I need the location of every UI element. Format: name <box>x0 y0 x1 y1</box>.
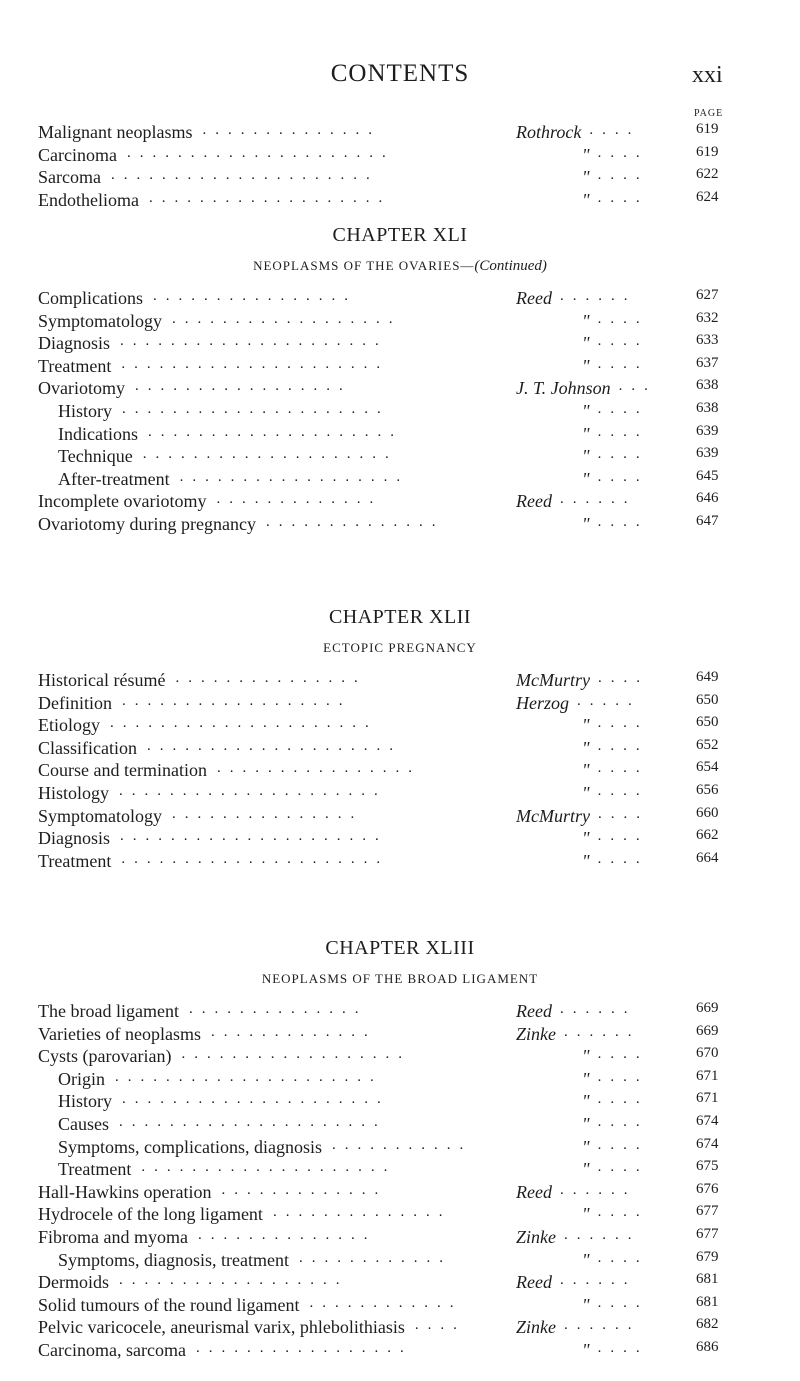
entry-author: " <box>582 401 590 421</box>
entry-title: Sarcoma <box>38 167 101 188</box>
toc-entry <box>0 401 800 424</box>
entry-page-number: 624 <box>696 188 719 205</box>
entry-author: " <box>582 1046 590 1067</box>
entry-author: " <box>582 1091 590 1112</box>
leader-dots: .................. <box>172 310 402 327</box>
entry-author: " <box>582 1249 590 1270</box>
leader-dots: .... <box>597 167 649 184</box>
chapter-subtitle <box>0 258 800 275</box>
entry-title: Treatment <box>38 850 112 871</box>
leader-dots: .................... <box>141 1159 397 1176</box>
leader-dots: ................ <box>216 760 421 777</box>
entry-page-number: 682 <box>696 1316 719 1333</box>
leader-dots: ...... <box>559 491 637 508</box>
leader-dots: .............. <box>202 122 381 138</box>
entry-page-number: 619 <box>696 143 719 160</box>
leader-dots: .... <box>597 1091 649 1108</box>
entry-author: " <box>582 167 590 188</box>
toc-entry <box>0 1227 800 1250</box>
toc-entry <box>0 1182 800 1205</box>
chapter-subtitle <box>0 640 800 656</box>
leader-dots: .... <box>597 144 649 161</box>
entry-author: J. T. Johnson <box>516 378 611 399</box>
leader-dots: ..................... <box>110 715 378 732</box>
entry-author: " <box>582 1136 590 1157</box>
toc-entry <box>0 1069 800 1092</box>
toc-entry <box>0 1340 800 1363</box>
entry-title: Ovariotomy during pregnancy <box>38 514 256 534</box>
chapter-subtitle <box>0 971 800 987</box>
leader-dots: .................... <box>146 737 402 754</box>
leader-dots: .............. <box>188 1001 368 1017</box>
entry-author: McMurtry <box>516 805 590 826</box>
leader-dots: .... <box>597 355 649 372</box>
leader-dots: ..................... <box>126 144 395 161</box>
entry-author: Rothrock <box>516 122 582 142</box>
entry-page-number: 654 <box>696 759 719 776</box>
entry-author: " <box>582 737 590 758</box>
leader-dots: ... <box>618 378 657 395</box>
leader-dots: .... <box>597 423 649 440</box>
toc-entry <box>0 190 800 213</box>
toc-entry <box>0 1137 800 1160</box>
leader-dots: ............. <box>210 1023 377 1040</box>
entry-author: " <box>582 446 590 467</box>
leader-dots: .... <box>597 783 649 799</box>
entry-page-number: 633 <box>696 332 719 349</box>
leader-dots: .... <box>597 1159 649 1176</box>
entry-author: " <box>582 514 590 534</box>
toc-entry <box>0 1295 800 1318</box>
leader-dots: .................. <box>122 692 352 709</box>
entry-author: " <box>582 783 590 803</box>
entry-title: Fibroma and myoma <box>38 1227 188 1247</box>
entry-page-number: 670 <box>696 1045 719 1062</box>
chapter-subtitle-text: NEOPLASMS OF THE BROAD LIGAMENT <box>261 971 539 986</box>
toc-entry <box>0 446 800 469</box>
entry-page-number: 677 <box>696 1226 719 1242</box>
entry-page-number: 652 <box>696 736 719 753</box>
entry-title: Histology <box>38 783 110 803</box>
leader-dots: .... <box>597 805 649 822</box>
toc-entry <box>0 1024 800 1047</box>
toc-entry <box>0 333 800 356</box>
entry-title: Origin <box>58 1068 105 1089</box>
entry-page-number: 649 <box>696 669 719 685</box>
toc-entry <box>0 311 800 334</box>
leader-dots: .............. <box>265 514 445 530</box>
entry-page-number: 646 <box>696 490 719 507</box>
leader-dots: .... <box>597 1068 649 1085</box>
leader-dots: ............. <box>221 1181 388 1198</box>
page-header <box>0 0 800 90</box>
entry-title: Symptomatology <box>38 310 163 331</box>
entry-page-number: 656 <box>696 782 719 798</box>
leader-dots: ...... <box>559 1272 637 1289</box>
toc-entry <box>0 288 800 311</box>
leader-dots: .............. <box>272 1204 452 1221</box>
entry-author: " <box>582 1068 590 1089</box>
entry-title: Carcinoma <box>38 144 117 165</box>
toc-entry <box>0 122 800 145</box>
toc-entry <box>0 1272 800 1295</box>
toc-entry <box>0 1204 800 1227</box>
entry-author: Reed <box>516 1001 552 1021</box>
entry-author: " <box>582 715 590 736</box>
entry-page-number: 686 <box>696 1339 719 1355</box>
chapter-subtitle-text: NEOPLASMS OF THE OVARIES— <box>253 258 475 273</box>
entry-title: The broad ligament <box>38 1001 179 1021</box>
toc-entry <box>0 783 800 806</box>
entry-author: " <box>582 1294 590 1315</box>
toc-entry <box>0 514 800 537</box>
entry-page-number: 622 <box>696 166 719 183</box>
leader-dots: ..................... <box>122 1091 390 1108</box>
leader-dots: .... <box>597 446 649 463</box>
toc-entry <box>0 356 800 379</box>
leader-dots: ................. <box>135 378 352 395</box>
leader-dots: ...... <box>559 1001 637 1017</box>
leader-dots: .... <box>597 310 649 327</box>
toc-entry <box>0 469 800 492</box>
entry-title: Diagnosis <box>38 333 110 354</box>
toc-entry <box>0 738 800 761</box>
entry-author: Reed <box>516 288 552 308</box>
leader-dots: ...... <box>559 1181 637 1198</box>
leader-dots: ..................... <box>120 333 388 350</box>
leader-dots: ..................... <box>120 828 388 845</box>
entry-author: " <box>582 828 590 849</box>
leader-dots: .... <box>597 1340 649 1356</box>
entry-page-number: 639 <box>696 422 719 439</box>
toc-entry <box>0 1159 800 1182</box>
entry-title: Indications <box>58 423 138 444</box>
entry-title: Dermoids <box>38 1272 109 1293</box>
entry-title: After-treatment <box>58 468 170 489</box>
toc-entry <box>0 1091 800 1114</box>
toc-entry <box>0 1114 800 1137</box>
entry-page-number: 675 <box>696 1158 719 1175</box>
entry-page-number: 627 <box>696 287 719 303</box>
leader-dots: .... <box>597 468 649 485</box>
entry-title: Symptoms, complications, diagnosis <box>58 1136 322 1157</box>
entry-page-number: 647 <box>696 513 719 529</box>
entry-title: Ovariotomy <box>38 378 125 399</box>
leader-dots: ................... <box>148 189 392 206</box>
entry-title: Definition <box>38 692 112 713</box>
entry-author: " <box>582 310 590 331</box>
page-folio: xxi <box>692 62 723 88</box>
chapter-subtitle-text: ECTOPIC PREGNANCY <box>323 640 477 655</box>
entry-page-number: 677 <box>696 1203 719 1220</box>
entry-title: Symptomatology <box>38 805 163 826</box>
entry-page-number: 650 <box>696 714 719 731</box>
leader-dots: ............. <box>216 491 383 508</box>
leader-dots: ..................... <box>119 1114 387 1130</box>
entry-title: Historical résumé <box>38 670 166 690</box>
entry-author: " <box>582 1159 590 1180</box>
entry-author: Zinke <box>516 1227 556 1247</box>
leader-dots: ...... <box>564 1227 641 1243</box>
entry-author: " <box>582 760 590 781</box>
toc-entry <box>0 1001 800 1024</box>
leader-dots: .... <box>597 1294 649 1311</box>
chapter-title: CHAPTER XLII <box>328 606 472 628</box>
entry-page-number: 645 <box>696 467 719 484</box>
entry-author: " <box>582 468 590 489</box>
entry-author: Zinke <box>516 1317 556 1338</box>
entry-author: Reed <box>516 1181 552 1202</box>
leader-dots: .... <box>597 828 649 845</box>
toc-entry <box>0 1250 800 1273</box>
leader-dots: ..................... <box>110 167 379 184</box>
entry-author: McMurtry <box>516 670 590 690</box>
leader-dots: ..... <box>577 692 641 709</box>
entry-page-number: 671 <box>696 1090 719 1107</box>
entry-page-number: 674 <box>696 1113 719 1129</box>
leader-dots: .... <box>597 401 649 417</box>
leader-dots: .... <box>597 760 649 777</box>
toc-entry <box>0 491 800 514</box>
entry-page-number: 632 <box>696 309 719 326</box>
leader-dots: .... <box>597 1114 649 1130</box>
entry-page-number: 669 <box>696 1022 719 1039</box>
entry-title: Diagnosis <box>38 828 110 849</box>
entry-title: Treatment <box>38 355 112 376</box>
leader-dots: ............ <box>309 1294 463 1311</box>
entry-author: Herzog <box>516 692 569 713</box>
toc-entry <box>0 851 800 874</box>
leader-dots: .... <box>597 670 649 686</box>
leader-dots: ............... <box>175 670 367 686</box>
entry-title: Etiology <box>38 715 100 736</box>
leader-dots: ..................... <box>121 850 390 867</box>
entry-title: Technique <box>58 446 133 467</box>
entry-author: Zinke <box>516 1023 556 1044</box>
entry-author: " <box>582 355 590 376</box>
leader-dots: .... <box>597 1136 649 1153</box>
leader-dots: ...... <box>559 288 637 304</box>
leader-dots: .................. <box>119 1272 349 1289</box>
entry-title: History <box>58 401 112 421</box>
toc-entry <box>0 670 800 693</box>
entry-author: Reed <box>516 1272 552 1293</box>
entry-page-number: 664 <box>696 849 719 866</box>
entry-page-number: 681 <box>696 1271 719 1288</box>
entry-author: " <box>582 1114 590 1134</box>
leader-dots: ..................... <box>115 1068 383 1085</box>
entry-title: Causes <box>58 1114 109 1134</box>
entry-title: Hall-Hawkins operation <box>38 1181 212 1202</box>
leader-dots: .................... <box>147 423 403 440</box>
toc-entry <box>0 145 800 168</box>
entry-title: Solid tumours of the round ligament <box>38 1294 300 1315</box>
leader-dots: .... <box>597 1204 649 1221</box>
leader-dots: .... <box>597 189 649 206</box>
entry-page-number: 671 <box>696 1067 719 1084</box>
entry-title: Complications <box>38 288 143 308</box>
entry-page-number: 650 <box>696 691 719 708</box>
toc-entry <box>0 378 800 401</box>
leader-dots: .... <box>597 737 649 754</box>
leader-dots: .... <box>414 1317 466 1334</box>
leader-dots: ..................... <box>122 401 390 417</box>
chapter-title: CHAPTER XLI <box>332 224 468 246</box>
entry-page-number: 662 <box>696 827 719 844</box>
entry-page-number: 679 <box>696 1248 719 1265</box>
leader-dots: .... <box>597 1046 649 1063</box>
leader-dots: ............... <box>172 805 364 822</box>
entry-title: Classification <box>38 737 137 758</box>
entry-title: Course and termination <box>38 760 207 781</box>
entry-title: Treatment <box>58 1159 132 1180</box>
entry-page-number: 638 <box>696 377 719 394</box>
entry-title: Hydrocele of the long ligament <box>38 1204 263 1225</box>
entry-title: Pelvic varicocele, aneurismal varix, phlebolithiasis <box>38 1317 405 1338</box>
entry-author: " <box>582 1204 590 1225</box>
leader-dots: .... <box>597 715 649 732</box>
leader-dots: .................. <box>179 468 410 485</box>
entry-page-number: 674 <box>696 1135 719 1152</box>
entry-page-number: 619 <box>696 121 719 137</box>
entry-title: Symptoms, diagnosis, treatment <box>58 1249 289 1270</box>
leader-dots: .... <box>597 1249 649 1266</box>
leader-dots: .... <box>597 333 649 350</box>
entry-title: Endothelioma <box>38 189 139 210</box>
entry-author: " <box>582 189 590 210</box>
toc-entry <box>0 167 800 190</box>
entry-page-number: 676 <box>696 1180 719 1197</box>
leader-dots: .... <box>589 122 641 138</box>
leader-dots: .... <box>597 850 649 867</box>
entry-title: Malignant neoplasms <box>38 122 193 142</box>
leader-dots: ..................... <box>119 783 387 799</box>
entry-title: Cysts (parovarian) <box>38 1046 172 1067</box>
leader-dots: ...... <box>564 1023 641 1040</box>
entry-author: " <box>582 423 590 444</box>
leader-dots: ........... <box>332 1136 473 1153</box>
toc-entry <box>0 715 800 738</box>
chapter-subtitle-continued: (Continued) <box>474 258 547 274</box>
leader-dots: ...... <box>564 1317 641 1334</box>
entry-page-number: 639 <box>696 445 719 462</box>
entry-title: Incomplete ovariotomy <box>38 491 207 512</box>
entry-author: " <box>582 144 590 165</box>
leader-dots: .............. <box>197 1227 377 1243</box>
running-title: CONTENTS <box>330 60 470 87</box>
entry-author: " <box>582 850 590 871</box>
toc-entry <box>0 693 800 716</box>
entry-title: Varieties of neoplasms <box>38 1023 201 1044</box>
toc-entry <box>0 1046 800 1069</box>
entry-author: Reed <box>516 491 552 512</box>
toc-entry <box>0 760 800 783</box>
entry-author: " <box>582 333 590 354</box>
leader-dots: ............ <box>299 1249 452 1266</box>
leader-dots: .................. <box>181 1046 411 1063</box>
toc-entry <box>0 424 800 447</box>
toc-entry <box>0 828 800 851</box>
entry-page-number: 637 <box>696 354 719 371</box>
page-column-label: PAGE <box>694 108 724 119</box>
leader-dots: ..................... <box>121 355 390 372</box>
toc-entry <box>0 806 800 829</box>
entry-author: " <box>582 1340 590 1360</box>
entry-title: Carcinoma, sarcoma <box>38 1340 186 1360</box>
leader-dots: ................ <box>153 288 357 304</box>
entry-title: History <box>58 1091 112 1112</box>
chapter-title: CHAPTER XLIII <box>325 937 475 959</box>
toc-entry <box>0 1317 800 1340</box>
leader-dots: .................... <box>142 446 398 463</box>
entry-page-number: 638 <box>696 400 719 416</box>
entry-page-number: 669 <box>696 1000 719 1016</box>
leader-dots: .... <box>597 514 649 530</box>
leader-dots: ................. <box>195 1340 413 1356</box>
entry-page-number: 660 <box>696 804 719 821</box>
entry-page-number: 681 <box>696 1293 719 1310</box>
